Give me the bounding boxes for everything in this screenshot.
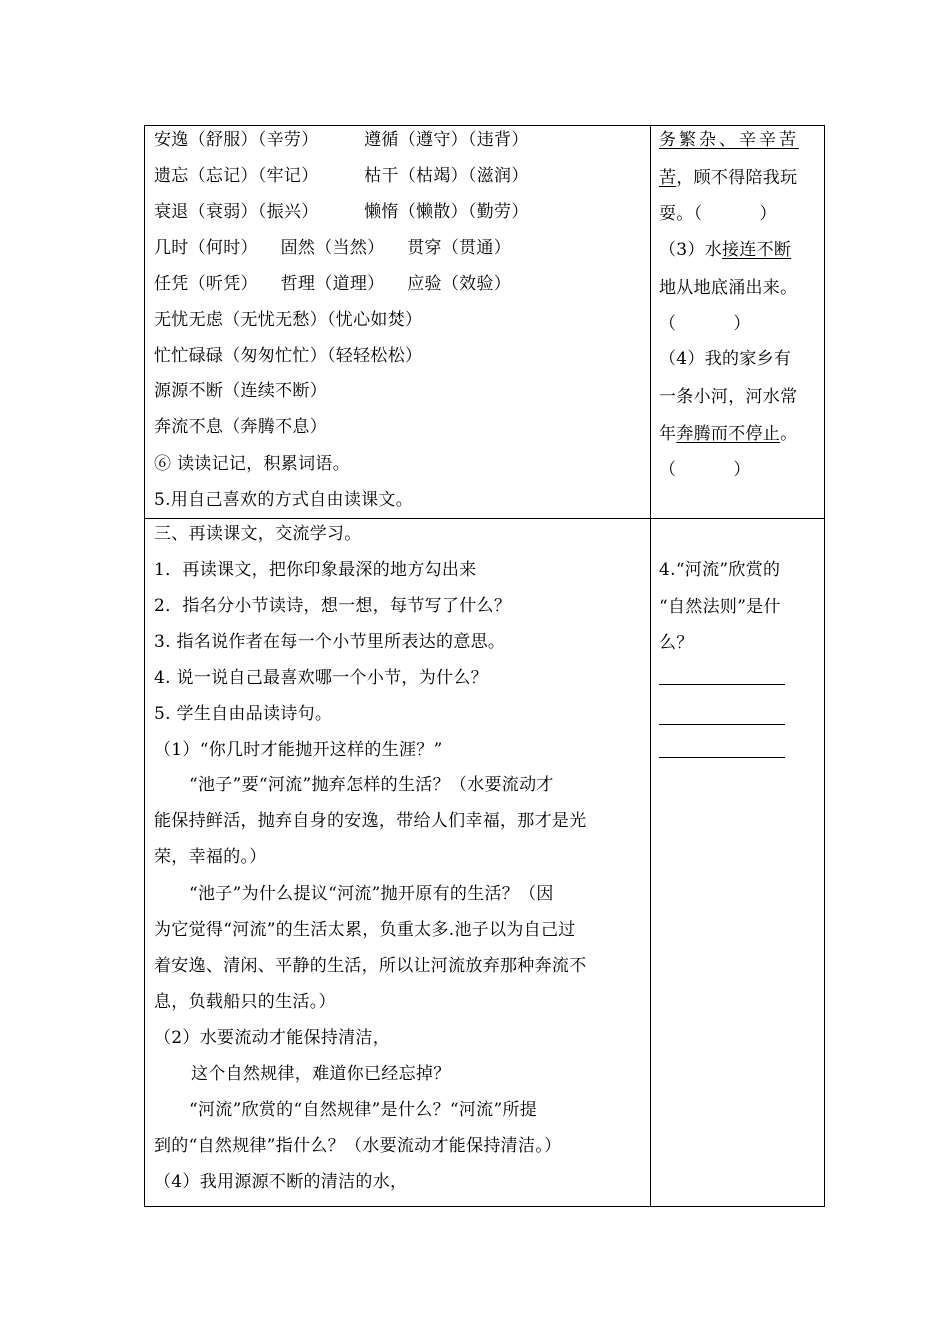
- exercise-line: 年奔腾而不停止。: [659, 424, 798, 444]
- step-line: 1．再读课文，把你印象最深的地方勾出来: [154, 560, 477, 580]
- vocab-line: 几时（何时） 固然（当然） 贯穿（贯通）: [154, 238, 512, 258]
- exercise-line: 一条小河，河水常: [659, 387, 798, 407]
- exercise-line: 苦，顾不得陪我玩: [659, 168, 798, 188]
- vocab-line: 安逸（舒服）（辛劳） 遵循（遵守）（违背）: [154, 130, 529, 150]
- vocab-line: 无忧无虑（无忧无愁）（忧心如焚）: [154, 310, 423, 330]
- discussion-line: 着安逸、清闲、平静的生活，所以让河流放弃那种奔流不: [154, 956, 587, 976]
- exercise-line: （3）水接连不断: [659, 240, 792, 260]
- poem-quote: 这个自然规律，难道你已经忘掉？: [191, 1064, 451, 1084]
- instruction-line: 5.用自己喜欢的方式自由读课文。: [154, 490, 414, 510]
- exercise-line: 务繁杂、辛辛苦: [659, 130, 799, 150]
- vocab-line: 任凭（听凭） 哲理（道理） 应验（效验）: [154, 274, 512, 294]
- discussion-line: 为它觉得“河流”的生活太累，负重太多.池子以为自己过: [154, 920, 576, 940]
- step-line: 5. 学生自由品读诗句。: [154, 704, 333, 724]
- section-heading: 三、再读课文，交流学习。: [154, 524, 362, 544]
- answer-blank: （ ）: [659, 460, 751, 480]
- discussion-line: 能保持鲜活，抛弃自身的安逸，带给人们幸福，那才是光: [154, 811, 587, 831]
- exercise-line: 地从地底涌出来。: [659, 278, 798, 298]
- discussion-line: “池子”为什么提议“河流”抛开原有的生活？（因: [189, 884, 554, 904]
- instruction-line: ⑥ 读读记记，积累词语。: [154, 454, 351, 474]
- vocab-line: 源源不断（连续不断）: [154, 381, 327, 401]
- discussion-line: 荣，幸福的。）: [154, 847, 267, 867]
- row-divider: [145, 518, 824, 519]
- answer-blank: （ ）: [659, 314, 751, 334]
- poem-quote: （1）“你几时才能抛开这样的生涯？”: [154, 740, 443, 760]
- exercise-line: （4）我的家乡有: [659, 349, 792, 369]
- step-line: 3. 指名说作者在每一个小节里所表达的意思。: [154, 632, 506, 652]
- answer-line[interactable]: [659, 706, 785, 731]
- question-line: “自然法则”是什: [659, 597, 781, 617]
- answer-line[interactable]: [659, 739, 785, 764]
- poem-quote: （2）水要流动才能保持清洁，: [154, 1028, 391, 1048]
- discussion-line: “河流”欣赏的“自然规律”是什么？“河流”所提: [189, 1100, 538, 1120]
- question-line: 么？: [659, 633, 694, 653]
- question-line: 4.“河流”欣赏的: [659, 560, 781, 580]
- discussion-line: “池子”要“河流”抛弃怎样的生活？（水要流动才: [189, 775, 554, 795]
- column-divider: [650, 126, 651, 1206]
- discussion-line: 到的“自然规律”指什么？（水要流动才能保持清洁。）: [154, 1136, 562, 1156]
- poem-quote: （4）我用源源不断的清洁的水，: [154, 1172, 408, 1192]
- step-line: 2．指名分小节读诗，想一想，每节写了什么？: [154, 596, 512, 616]
- vocab-line: 忙忙碌碌（匆匆忙忙）（轻轻松松）: [154, 346, 423, 366]
- answer-line[interactable]: [659, 666, 785, 691]
- answer-blank: 耍。（ ）: [659, 204, 777, 224]
- lesson-table: [144, 125, 825, 1207]
- vocab-line: 遗忘（忘记）（牢记） 枯干（枯竭）（滋润）: [154, 166, 529, 186]
- discussion-line: 息，负载船只的生活。）: [154, 992, 336, 1012]
- vocab-line: 衰退（衰弱）（振兴） 懒惰（懒散）（勤劳）: [154, 202, 529, 222]
- step-line: 4. 说一说自己最喜欢哪一个小节，为什么？: [154, 668, 488, 688]
- vocab-line: 奔流不息（奔腾不息）: [154, 417, 327, 437]
